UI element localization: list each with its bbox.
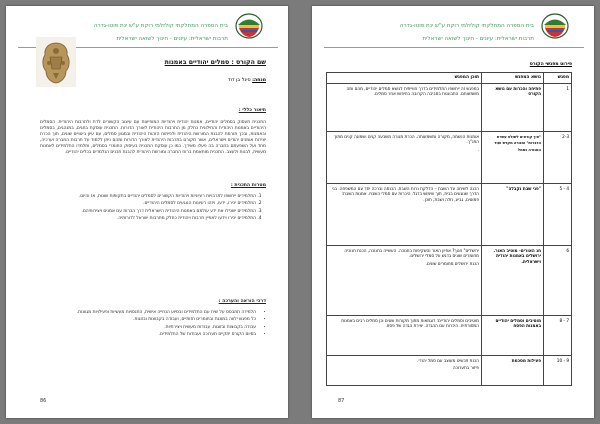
col-header-content: תוכן המפגש: [327, 73, 482, 84]
cell-content: [327, 245, 482, 315]
cell-topic: [482, 131, 544, 183]
list-item: • הלמידה תתבסס על שיח עם התלמידים ובסיוע הנחייה אישית, התנסויות מעשיות ופעילויות מגוונות.: [34, 310, 256, 316]
list-item: • בסיום הקורס יתקיים תערוכה ועבודות של התלמידים.: [34, 332, 256, 338]
page-header: [312, 6, 594, 46]
page-87: [312, 6, 594, 418]
cell-content: [327, 355, 482, 385]
table-row: [327, 245, 572, 315]
cell-content-extra: פיזור בתערוכה: [452, 365, 479, 371]
cell-topic: מוטיבים וסמלים יהודיים באמנות הפסח: [482, 315, 544, 355]
list-item: 3. התלמידים ישכילו את ידע עולמם באמנות היהודית הישראלית דרך הכרות עם אמנים ויצירותיהם.: [34, 209, 256, 215]
col-header-topic: נושא המפגש: [482, 73, 544, 84]
cell-content-text: ירושלים" חנוך? אפיון האור והשקיפות בחנוכה. העשייה בחנוכה, הכנת חנוכיה מחומרים שונים בדגש על סמלי ירושלים.: [344, 247, 479, 259]
table-row: [327, 83, 572, 131]
cell-topic: "פני שבת נקבלה": [482, 183, 544, 245]
cell-content-extra: .: [477, 146, 479, 152]
cell-topic-extra: המנורה כסמל: [517, 147, 541, 152]
lecturer-line: [228, 78, 266, 83]
meetings-table: [326, 72, 572, 386]
list-item: 4. התלמידים יכירו וידעו לאפיין תרבות ויהודית כחלק מתרבות ישראל לדורותיה.: [34, 216, 256, 222]
header-program: תרבות ישראלית: עיונים - חינוך לשואה ישראלית: [116, 36, 228, 42]
course-title: שם הקורס : סמלים יהודיים באמנות: [164, 59, 266, 66]
jewish-ornament-brooch-icon: [36, 37, 76, 87]
table-row: [327, 355, 572, 385]
col-header-meeting: מפגש: [544, 73, 572, 84]
cell-content-text: אומנות הנשמה, מקורה ומשמעותה. הכרת מנורה משבעה קנים ושמונה קנים מתוך התנ"ך.: [333, 133, 479, 145]
methods-heading: דרכי הוראה והערכה :: [218, 299, 266, 304]
cell-meeting: 2-3: [544, 131, 572, 183]
list-item: • כל מפגש ילווה במצגת ובחומרים חזותיים, ועבודה בקבוצות ובזוגות.: [34, 317, 256, 323]
lecturer-label: מנחה:: [252, 78, 266, 83]
page-number: 86: [40, 398, 47, 404]
page-number: 87: [338, 398, 345, 404]
header-institution: בית הספרה המחלקתי קולזלמי רוקח ע"ש ינת פוטו-גדרה: [399, 23, 534, 29]
cell-meeting: 6: [544, 245, 572, 315]
table-heading: פירוט מפגשי הקורס: [529, 62, 572, 67]
list-item: 2. התלמידים יכירו, ידעו, ויזהו רעיונות הנוגעים לסמלים היהודיים.: [34, 201, 256, 207]
cell-content: הכנה לשיחה על השבת – הדלקת נרות השבת. הכנסה וברכה יחד עם המשפחה. בני הדרך שנוגעים בבית, תוך שימוש בדגל. היכרות עם סמלי השבת. אמנות השבת: פמוטים, גביע, חלה ושבת, תוכן.: [327, 183, 482, 245]
table-row: [327, 183, 572, 245]
cell-topic: חג האורים- מוטיב האור. ירושלים באמנות יהודית וישראלית.: [482, 245, 544, 315]
table-row: [327, 315, 572, 355]
lecturer-name: סיגל בן דוד: [228, 78, 251, 83]
cell-content: במפגש זה ייחשפו התלמידים בדרך חווייתית לנושא סמלים יהודיים, מהם ומה משמעותם. התבוננות בסביבה הקרובה בחיפוש אחר סמלים.: [327, 83, 482, 131]
table-row: [327, 131, 572, 183]
cell-meeting: 4 - 5: [544, 183, 572, 245]
cell-meeting: 7 - 8: [544, 315, 572, 355]
goals-paragraph: התכנית תעסוק בסמלים יהודיים, אמנות יהודית ויהודיות המופיעות עם עיצוב הקשורים לדת ולתרבות היהודית. הסמלים היהודיים באמנות היהודית והחילונית כחלק מן התרבות היהודית לאורך הדורות. התכנית עוסקת בחגים, במנהגים, בסמלים ובאמנות, ובכך תורמת להבנת המורשת היהודית ולפיתוח הזהות היהודית ובמגוון סמלים, עם עיון ביטויים שונים, תוך הכרת יצירות אומנים יהודים וישראלים, אשר מקורם בתרבות היהודית לאורך הדורות ומהם ניתן ללמוד על תרבות החברה וערכיה, מחד ועל השפעתם בחברה בה פעלו מאידך. כמו כן עוסקת התכנית בעיסוק החומרי בסמלים, ותלמדו התלמידים לאמנות מעשית, לבנות ולעצב. התכנית מותאמת ברוח החברה ומורשת היהודית להבנת תכנים הנלמדים בכלים יהודיים.: [40, 120, 266, 156]
list-item: • עבודה בקבוצות ובזוגות. עבודות מעשית ויצירתיות.: [34, 325, 256, 331]
cell-topic-text: "איך קוראים לשולט עשרת הדברות" ומנורה מקדש ועוד: [494, 134, 541, 145]
header-program: תרבות ישראלית: עיונים - חינוך לשואה ישראלית: [422, 36, 534, 42]
list-item: 1. התלמידים ייחשפו לתרבויות רעיוניות ויהודיות הקשורים לסמלים יהודיים בתקופות שונות, אז והיום.: [34, 194, 256, 200]
cell-meeting: 1: [544, 83, 572, 131]
cell-content: מוטיבים וסמלים יהודיים: דוגמאות מתוך מקורות שונים וכן סמלים רבים באמנות המסורתית. היכרות עם ההגדה. יצירת הגדה של פסח.: [327, 315, 482, 355]
cell-topic: פתיחה והכרות עם נושא הקורס: [482, 83, 544, 131]
college-emblem-icon: [234, 12, 264, 40]
header-institution: בית הספרה המחלקתי קולזלמי רוקח ע"ש ינת פוטו-גדרה: [93, 23, 228, 29]
cell-topic: פעילות מסכמת: [482, 355, 544, 385]
outcomes-heading: מטרות התכנית :: [230, 183, 266, 188]
goals-heading: תיאור כללי :: [238, 108, 266, 113]
cell-meeting: 9 - 10: [544, 355, 572, 385]
college-emblem-icon: [540, 12, 570, 40]
cell-content: [327, 131, 482, 183]
methods-list: [34, 310, 266, 339]
table-header-row: [327, 73, 572, 84]
cell-content-text: הכנת תכשיט מעוצב עם סמל יהודי.: [417, 357, 479, 363]
page-86: [6, 6, 288, 418]
outcomes-list: [34, 194, 266, 223]
header-divider: [324, 47, 584, 48]
cell-content-extra: הכנת ירושלים מחומרים שונים.: [425, 260, 479, 266]
